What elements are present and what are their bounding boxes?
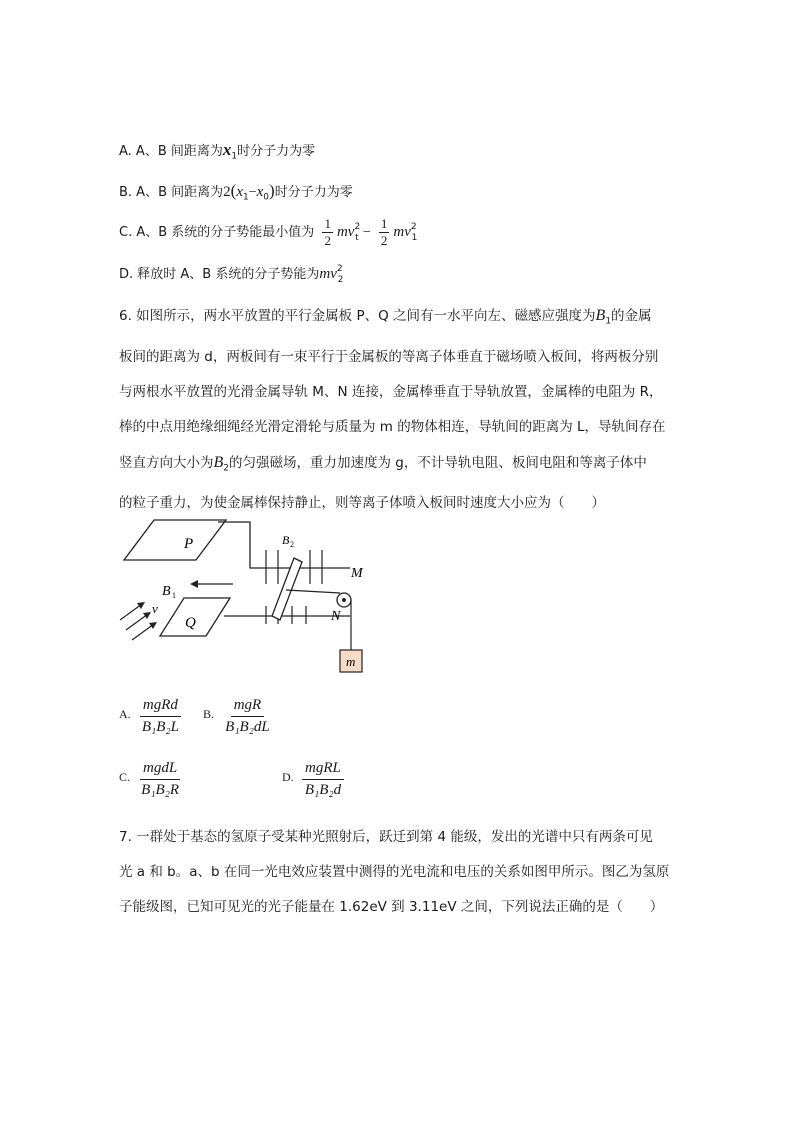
q6-line-1: 6. 如图所示，两水平放置的平行金属板 P、Q 之间有一水平向左、磁感应强度为$B_1$的金属 — [119, 307, 652, 327]
label-n: N — [331, 609, 341, 624]
label-b2: B — [282, 533, 290, 547]
q6-line-4: 棒的中点用绝缘细绳经光滑定滑轮与质量为 m 的物体相连，导轨间的距离为 L，导轨间存在 — [119, 418, 666, 435]
label-mass: m — [346, 654, 356, 669]
option-6d: D. $\frac{\text{mgRL}}{\text{B₁B₂d}}$ — [282, 760, 348, 799]
option-6b: B. $\frac{\text{mgR}}{\text{B₁B₂dL}}$ — [203, 697, 270, 735]
label-b1: B — [162, 584, 171, 599]
option-6c: C. $\frac{\text{mgdL}}{\text{B₁B₂R}}$ — [119, 760, 180, 798]
option-5b: B. A、B 间距离为$2(x_1-x_0)$时分子力为零 — [119, 181, 353, 203]
q7-line-2: 光 a 和 b。a、b 在同一光电效应装置中测得的光电流和电压的关系如图甲所示。图乙为氢原 — [119, 864, 670, 880]
option-6a: A. $\frac{\text{mgRd}}{\text{B₁B₂L}}$ — [119, 697, 179, 735]
q6-line-5: 竖直方向大小为$B_2$的匀强磁场，重力加速度为 g，不计导轨电阻、板间电阻和等离子体中 — [119, 453, 647, 474]
label-q: Q — [185, 615, 196, 631]
metal-rod — [272, 558, 302, 620]
option-5c: C. A、B 系统的分子势能最小值为 $\frac{1}{2}$ $mv^2_t$ − $\frac{1}{2}$ $mv^2_1$ — [119, 216, 418, 248]
q7-line-3: 子能级图，已知可见光的光子能量在 1.62eV 到 3.11eV 之间，下列说法正确的是（ ） — [119, 899, 664, 915]
option-5a: A. A、B 间距离为$x_1$时分子力为零 — [119, 140, 316, 162]
label-b1-sub: 1 — [172, 591, 176, 600]
label-v: v — [152, 601, 158, 616]
label-m: M — [351, 566, 363, 581]
question-7-text — [119, 820, 679, 925]
q6-line-6: 的粒子重力，为使金属棒保持静止，则等离子体喷入板间时速度大小应为（ ） — [119, 495, 605, 512]
q7-line-1: 7. 一群处于基态的氢原子受某种光照射后，跃迁到第 4 能级，发出的光谱中只有两条可见 — [119, 829, 653, 845]
option-5d: D. 释放时 A、B 系统的分子势能为$mv^2_2$ — [119, 263, 344, 285]
string — [286, 590, 340, 593]
circuit-figure — [118, 518, 378, 678]
label-b2-sub: 2 — [290, 540, 294, 549]
velocity-arrows — [120, 604, 154, 640]
q6-line-3: 与两根水平放置的光滑金属导轨 M、N 连接，金属棒垂直于导轨放置，金属棒的电阻为 R， — [119, 383, 663, 400]
plate-p — [124, 520, 226, 560]
question-6-text — [119, 298, 679, 521]
label-p: P — [184, 536, 194, 552]
q6-line-2: 板间的距离为 d，两板间有一束平行于金属板的等离子体垂直于磁场喷入板间，将两板分别 — [119, 348, 659, 365]
